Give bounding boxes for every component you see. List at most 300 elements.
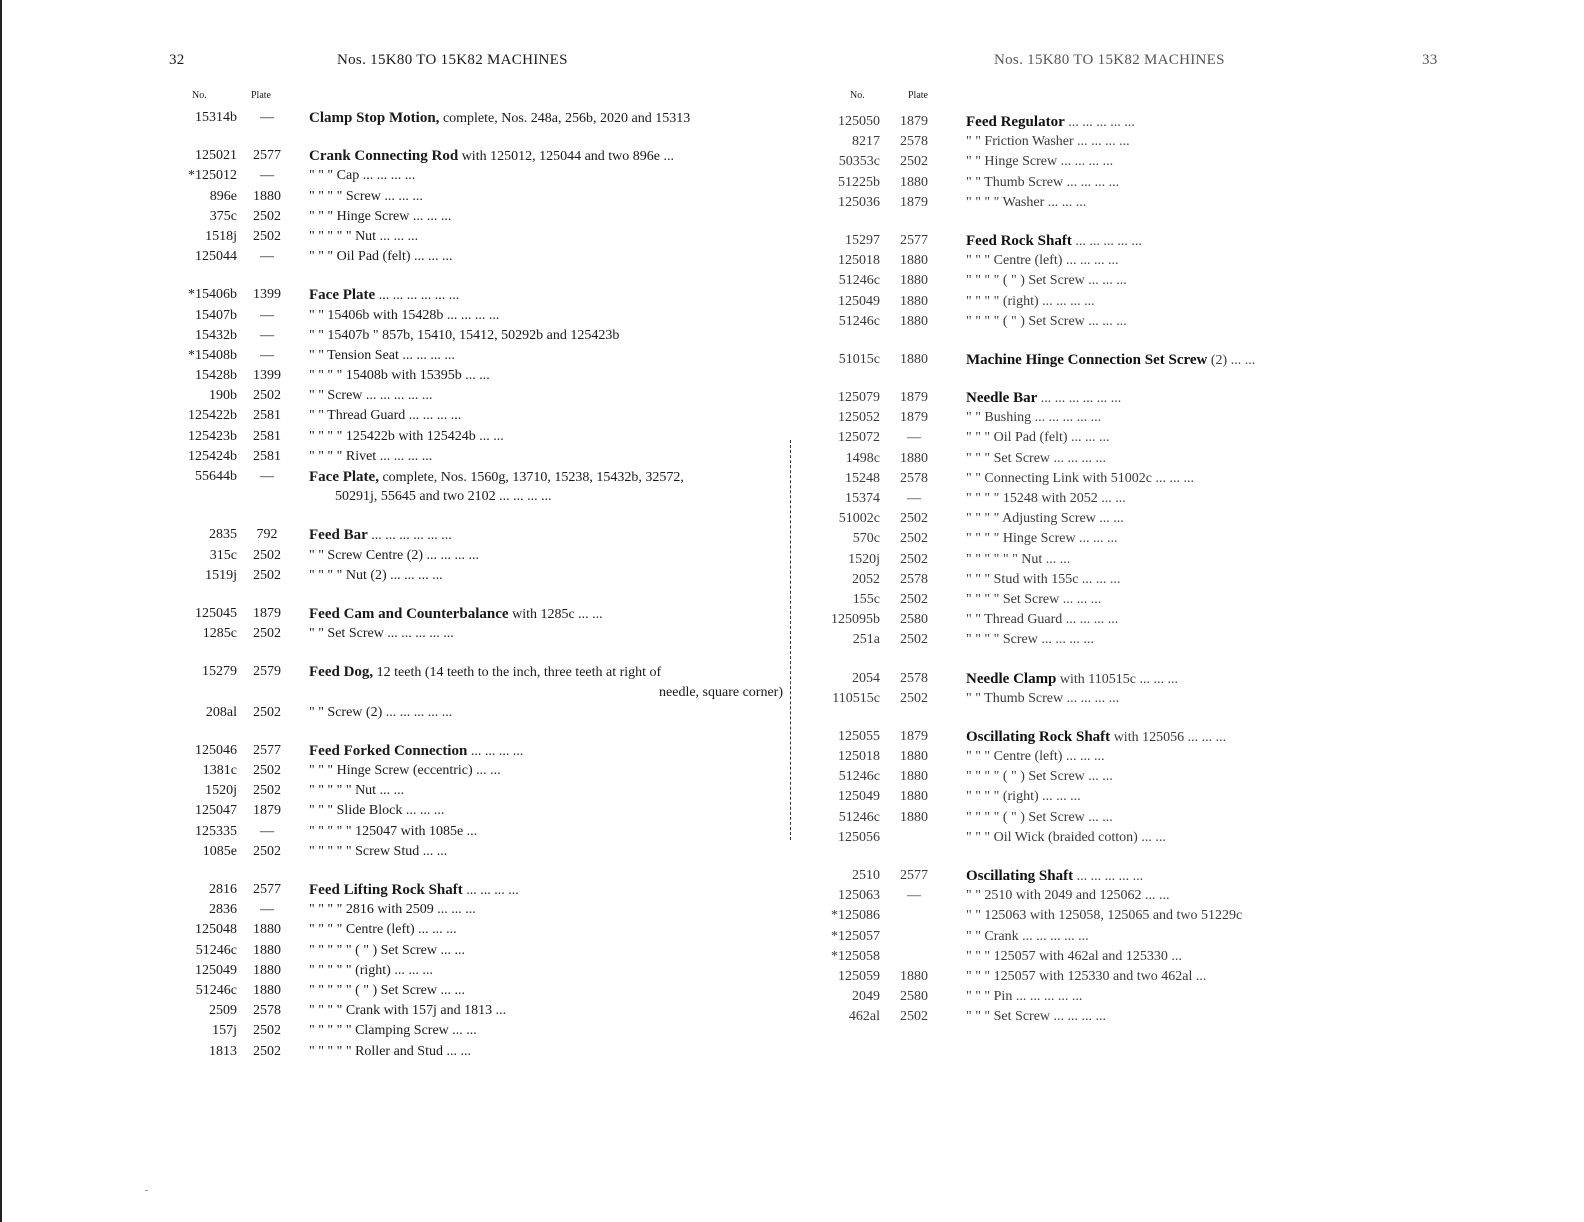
part-row	[818, 489, 1448, 509]
description-text: " " " " Adjusting Screw ... ...	[966, 511, 1124, 527]
part-number: 125046	[195, 742, 237, 758]
description-text: ... ... ... ...	[467, 743, 524, 759]
description-text: (2) ... ...	[1207, 352, 1256, 368]
description-text: " " " Oil Wick (braided cotton) ... ...	[966, 829, 1166, 845]
part-description	[309, 1021, 785, 1041]
part-number: 15428b	[195, 368, 237, 384]
plate-number: 1880	[900, 313, 928, 329]
row-spacer	[165, 128, 785, 146]
part-description	[309, 941, 785, 961]
part-row	[818, 388, 1448, 408]
plate-number: 1880	[900, 809, 928, 825]
description-text: " " " " " ( " ) Set Screw ... ...	[309, 982, 465, 998]
part-row	[165, 822, 785, 842]
part-row	[818, 1007, 1448, 1027]
description-text: " " " " ( " ) Set Screw ... ...	[966, 769, 1113, 785]
plate-number: 2502	[253, 763, 281, 779]
part-row	[818, 590, 1448, 610]
description-text: " " Connecting Link with 51002c ... ... ...	[966, 470, 1195, 486]
part-description	[966, 967, 1448, 987]
part-description	[309, 285, 785, 306]
part-number: 251a	[852, 632, 880, 648]
part-description	[966, 866, 1448, 887]
continuation-text: needle, square corner)	[659, 684, 783, 700]
row-spacer	[165, 723, 785, 741]
part-description	[309, 662, 785, 683]
part-number: 15407b	[195, 307, 237, 323]
part-row	[165, 207, 785, 227]
part-number: *125012	[188, 168, 237, 184]
plate-number: 2577	[253, 148, 281, 164]
plate-number: 2502	[900, 632, 928, 648]
description-text: " " " Hinge Screw ... ... ...	[309, 208, 452, 224]
part-description	[309, 880, 785, 901]
part-number: 1285c	[202, 626, 237, 642]
part-description	[309, 604, 785, 625]
part-description	[309, 386, 785, 406]
part-row	[818, 747, 1448, 767]
part-description	[309, 842, 785, 862]
part-row	[165, 683, 785, 703]
plate-number: 1880	[253, 922, 281, 938]
part-description	[966, 927, 1448, 947]
plate-number: —	[260, 249, 274, 265]
plate-number: 1879	[900, 728, 928, 744]
plate-number: —	[260, 327, 274, 343]
plate-number: —	[260, 347, 274, 363]
part-description	[966, 727, 1448, 748]
part-number: 125422b	[188, 408, 237, 424]
part-row	[818, 570, 1448, 590]
part-number: 15432b	[195, 327, 237, 343]
part-row	[165, 842, 785, 862]
part-description	[309, 703, 785, 723]
part-description	[309, 761, 785, 781]
plate-number: 2502	[900, 591, 928, 607]
part-description	[309, 1001, 785, 1021]
plate-number: —	[260, 823, 274, 839]
part-description	[966, 408, 1448, 428]
description-text: " " 2510 with 2049 and 125062 ... ...	[966, 888, 1170, 904]
part-row	[818, 469, 1448, 489]
part-description	[309, 920, 785, 940]
part-description	[309, 624, 785, 644]
description-text: with 1285c ... ...	[508, 606, 603, 622]
part-number: 125047	[195, 803, 237, 819]
part-number: 157j	[212, 1023, 237, 1039]
part-number: 1520j	[848, 551, 880, 567]
description-text: ... ... ... ... ... ...	[367, 528, 452, 544]
part-number: 1498c	[845, 450, 880, 466]
part-number: 55644b	[195, 469, 237, 484]
description-text: " " " " Centre (left) ... ... ...	[309, 922, 457, 938]
part-number: 51246c	[195, 942, 237, 958]
part-number: 125072	[838, 430, 880, 446]
part-row	[165, 427, 785, 447]
part-row	[818, 550, 1448, 570]
plate-number: 1880	[900, 351, 928, 367]
description-text: ... ... ... ...	[462, 883, 519, 898]
right-page	[818, 0, 1448, 1222]
part-row	[165, 981, 785, 1001]
description-text: " " " Set Screw ... ... ... ...	[966, 450, 1107, 466]
page-header	[165, 52, 785, 72]
description-text: " " Tension Seat ... ... ... ...	[309, 347, 455, 363]
description-text: " " " Hinge Screw (eccentric) ... ...	[309, 763, 501, 779]
part-row	[818, 231, 1448, 251]
plate-number: 2502	[900, 511, 928, 527]
description-text: " " Bushing ... ... ... ... ...	[966, 410, 1102, 426]
part-number: 1381c	[202, 763, 237, 779]
plate-number: 1880	[253, 982, 281, 998]
part-description	[966, 669, 1448, 690]
description-text: " " 15406b with 15428b ... ... ... ...	[309, 307, 500, 323]
part-row	[818, 906, 1448, 926]
description-text: " " " Centre (left) ... ... ...	[966, 749, 1105, 765]
part-description	[309, 326, 785, 346]
section-heading: Crank Connecting Rod	[309, 148, 459, 165]
description-text: " " Hinge Screw ... ... ... ...	[966, 154, 1114, 170]
part-row	[818, 610, 1448, 630]
scan-speck	[145, 1190, 148, 1191]
description-text: " " " " 15408b with 15395b ... ...	[309, 368, 490, 384]
plate-number: 1880	[900, 789, 928, 805]
plate-number: 2502	[253, 626, 281, 642]
part-row	[818, 193, 1448, 213]
description-text: ... ... ... ... ...	[1073, 869, 1144, 884]
description-text: complete, Nos. 248a, 256b, 2020 and 15313	[439, 111, 691, 126]
section-heading: Clamp Stop Motion,	[309, 110, 440, 126]
description-text: " " " " ( " ) Set Screw ... ... ...	[966, 313, 1127, 329]
section-heading: Feed Lifting Rock Shaft	[309, 882, 463, 898]
part-number: 51015c	[838, 351, 880, 367]
row-spacer	[818, 332, 1448, 350]
part-description	[309, 961, 785, 981]
description-text: " " " " Hinge Screw ... ... ...	[966, 531, 1118, 547]
description-text: " " " Oil Pad (felt) ... ... ...	[309, 249, 453, 265]
row-spacer	[165, 507, 785, 525]
plate-number: 2578	[900, 571, 928, 587]
section-heading: Oscillating Rock Shaft	[966, 728, 1111, 745]
part-row	[165, 166, 785, 186]
part-row	[818, 292, 1448, 312]
part-description	[966, 428, 1448, 448]
part-number: 51246c	[838, 769, 880, 785]
part-row	[818, 152, 1448, 172]
plate-number: 1879	[253, 803, 281, 819]
part-row	[818, 947, 1448, 967]
description-text: ... ... ... ... ... ...	[375, 288, 460, 304]
part-row	[818, 529, 1448, 549]
part-row	[818, 173, 1448, 193]
part-description	[966, 449, 1448, 469]
page-number: 33	[1422, 52, 1438, 68]
description-text: " " " " " Nut ... ...	[309, 783, 405, 799]
part-row	[165, 961, 785, 981]
part-number: 125052	[838, 410, 880, 426]
plate-number: 1880	[900, 293, 928, 309]
section-heading: Needle Clamp	[966, 670, 1057, 687]
description-text: " " Screw (2) ... ... ... ... ...	[309, 704, 453, 720]
plate-number: 2577	[900, 868, 928, 883]
plate-number: 1879	[900, 194, 928, 210]
description-text: " " " " (right) ... ... ... ...	[966, 293, 1095, 309]
part-row	[818, 987, 1448, 1007]
part-description	[966, 529, 1448, 549]
plate-number: 1880	[900, 253, 928, 269]
part-row	[165, 900, 785, 920]
description-text: " " " " Set Screw ... ... ...	[966, 591, 1102, 607]
part-number: 15248	[845, 470, 880, 486]
section-heading: Feed Regulator	[966, 114, 1065, 130]
plate-number: —	[907, 491, 921, 506]
part-number: 896e	[209, 188, 237, 204]
part-row	[165, 1042, 785, 1062]
part-number: *15406b	[188, 287, 237, 303]
description-text: " " " " Nut (2) ... ... ... ...	[309, 567, 443, 583]
plate-number: 1880	[900, 174, 928, 190]
description-text: with 110515c ... ... ...	[1056, 671, 1178, 687]
plate-number: —	[260, 902, 274, 918]
part-description	[309, 227, 785, 247]
part-number: *125057	[831, 928, 880, 944]
part-description	[966, 312, 1448, 332]
plate-number: 1879	[900, 114, 928, 129]
description-text: with 125012, 125044 and two 896e ...	[458, 149, 675, 165]
part-description	[309, 146, 785, 167]
plate-number: 2502	[900, 551, 928, 567]
column-header-plate: Plate	[251, 90, 271, 101]
part-row	[818, 449, 1448, 469]
part-description	[309, 900, 785, 920]
plate-number: 2581	[253, 448, 281, 464]
section-heading: Face Plate,	[309, 469, 379, 485]
part-row	[165, 703, 785, 723]
plate-number: 1879	[900, 390, 928, 406]
part-row	[165, 146, 785, 166]
binding-line	[790, 440, 793, 840]
part-row	[818, 886, 1448, 906]
part-number: 315c	[209, 547, 237, 563]
description-text: " " " Stud with 155c ... ... ...	[966, 571, 1121, 587]
row-spacer	[165, 644, 785, 662]
part-description	[309, 207, 785, 227]
part-number: 1520j	[205, 783, 237, 799]
description-text: " " " " " Nut ... ... ...	[309, 228, 419, 244]
part-description	[966, 610, 1448, 630]
part-row	[165, 227, 785, 247]
part-description	[966, 906, 1448, 926]
part-number: 125049	[838, 293, 880, 309]
part-number: 51246c	[838, 313, 880, 329]
description-text: " " " 125057 with 125330 and two 462al ...	[966, 968, 1207, 984]
part-row	[165, 1021, 785, 1041]
part-description	[966, 193, 1448, 213]
part-number: 2049	[852, 989, 880, 1005]
part-number: 1813	[209, 1043, 237, 1059]
part-number: 462al	[848, 1009, 880, 1025]
page-number: 32	[169, 52, 185, 68]
description-text: complete, Nos. 1560g, 13710, 15238, 15432b, 32572,	[378, 470, 684, 485]
part-description	[309, 366, 785, 386]
part-row	[818, 132, 1448, 152]
description-text: " " " " " Roller and Stud ... ...	[309, 1043, 471, 1059]
plate-number: 1880	[253, 188, 281, 204]
plate-number: —	[260, 110, 274, 125]
section-heading: Needle Bar	[966, 390, 1038, 407]
plate-number: 2581	[253, 408, 281, 424]
part-description	[309, 447, 785, 467]
plate-number: —	[907, 888, 921, 904]
part-row	[165, 467, 785, 487]
section-heading: Feed Bar	[309, 527, 368, 544]
plate-number: 792	[256, 527, 278, 543]
plate-number: 1880	[900, 273, 928, 289]
plate-number: 2502	[253, 228, 281, 244]
plate-number: 2502	[253, 843, 281, 859]
part-description	[309, 406, 785, 426]
part-number: 125063	[838, 888, 880, 904]
part-number: 2052	[852, 571, 880, 587]
part-number: 1085e	[202, 843, 237, 859]
part-description	[966, 828, 1448, 848]
part-description	[309, 487, 785, 507]
part-row	[165, 604, 785, 624]
part-description	[309, 525, 785, 546]
part-description	[966, 987, 1448, 1007]
part-row	[165, 801, 785, 821]
plate-number: 2502	[900, 690, 928, 706]
part-number: 1518j	[205, 228, 237, 244]
plate-number: —	[260, 307, 274, 323]
plate-number: 1880	[900, 769, 928, 785]
description-text: " " Thumb Screw ... ... ... ...	[966, 690, 1120, 706]
part-row	[165, 247, 785, 267]
parts-list	[165, 108, 785, 1062]
part-description	[309, 1042, 785, 1062]
plate-number: 1399	[253, 368, 281, 384]
part-row	[165, 346, 785, 366]
plate-number: 2502	[253, 1023, 281, 1039]
part-number: 125423b	[188, 428, 237, 444]
plate-number: 2502	[253, 208, 281, 224]
plate-number: 2502	[253, 388, 281, 404]
description-text: " " " " 125422b with 125424b ... ...	[309, 428, 504, 444]
part-description	[966, 251, 1448, 271]
part-row	[818, 727, 1448, 747]
part-row	[165, 326, 785, 346]
description-text: " " " " ( " ) Set Screw ... ... ...	[966, 273, 1127, 289]
part-number: 190b	[209, 388, 237, 404]
plate-number: 2502	[900, 531, 928, 547]
part-row	[165, 920, 785, 940]
part-row	[818, 251, 1448, 271]
left-page	[165, 0, 785, 1222]
part-number: 125056	[838, 829, 880, 845]
part-row	[818, 408, 1448, 428]
part-description	[966, 947, 1448, 967]
part-number: 125049	[195, 962, 237, 978]
part-number: 125049	[838, 789, 880, 805]
part-number: 125050	[838, 114, 880, 129]
part-description	[966, 689, 1448, 709]
part-row	[165, 406, 785, 426]
part-description	[309, 822, 785, 842]
part-number: 125095b	[831, 612, 880, 628]
part-number: 51225b	[838, 174, 880, 190]
part-row	[165, 880, 785, 900]
part-description	[309, 981, 785, 1001]
part-row	[165, 525, 785, 545]
part-description	[309, 108, 785, 129]
part-description	[966, 886, 1448, 906]
part-row	[165, 366, 785, 386]
part-description	[966, 787, 1448, 807]
description-text: " " " " " " Nut ... ...	[966, 551, 1071, 567]
plate-number: 2577	[253, 742, 281, 758]
part-number: 125059	[838, 968, 880, 984]
part-row	[165, 285, 785, 305]
plate-number: 2502	[253, 567, 281, 583]
plate-number: 1880	[900, 749, 928, 765]
part-row	[818, 669, 1448, 689]
part-description	[966, 630, 1448, 650]
part-number: 51246c	[838, 809, 880, 825]
description-text: " " " " Crank with 157j and 1813 ...	[309, 1003, 507, 1019]
part-description	[966, 489, 1448, 509]
part-number: 50353c	[838, 154, 880, 170]
description-text: with 125056 ... ... ...	[1110, 729, 1227, 745]
part-row	[165, 386, 785, 406]
part-number: 8217	[852, 134, 880, 150]
part-number: 15314b	[195, 110, 237, 125]
part-number: 125018	[838, 253, 880, 269]
description-text: " " " " Rivet ... ... ... ...	[309, 448, 433, 464]
part-number: 125048	[195, 922, 237, 938]
part-description	[966, 590, 1448, 610]
section-heading: Feed Forked Connection	[309, 742, 468, 759]
plate-number: —	[907, 430, 921, 446]
part-description	[966, 747, 1448, 767]
description-text: " " " " Screw ... ... ... ...	[966, 632, 1094, 648]
scan-edge	[0, 0, 2, 1222]
part-number: 375c	[209, 208, 237, 224]
description-text: " " Crank ... ... ... ... ...	[966, 928, 1089, 944]
part-description	[966, 808, 1448, 828]
plate-number: 1880	[253, 942, 281, 958]
part-number: 208al	[205, 704, 237, 720]
part-description	[966, 112, 1448, 133]
plate-number: 1399	[253, 287, 281, 303]
section-heading: Oscillating Shaft	[966, 868, 1074, 884]
part-description	[966, 231, 1448, 252]
description-text: " " " " " Screw Stud ... ...	[309, 843, 448, 859]
parts-list	[818, 112, 1448, 1028]
part-row	[818, 767, 1448, 787]
part-row	[165, 741, 785, 761]
part-row	[818, 112, 1448, 132]
description-text: " " " " 15248 with 2052 ... ...	[966, 491, 1126, 506]
part-number: 2836	[209, 902, 237, 918]
plate-number: 1880	[253, 962, 281, 978]
part-row	[165, 306, 785, 326]
part-row	[165, 662, 785, 682]
plate-number: 2581	[253, 428, 281, 444]
part-number: 15279	[202, 664, 237, 680]
part-description	[966, 1007, 1448, 1027]
description-text: ... ... ... ... ...	[1064, 115, 1135, 130]
description-text: " " " " " Clamping Screw ... ...	[309, 1023, 477, 1039]
